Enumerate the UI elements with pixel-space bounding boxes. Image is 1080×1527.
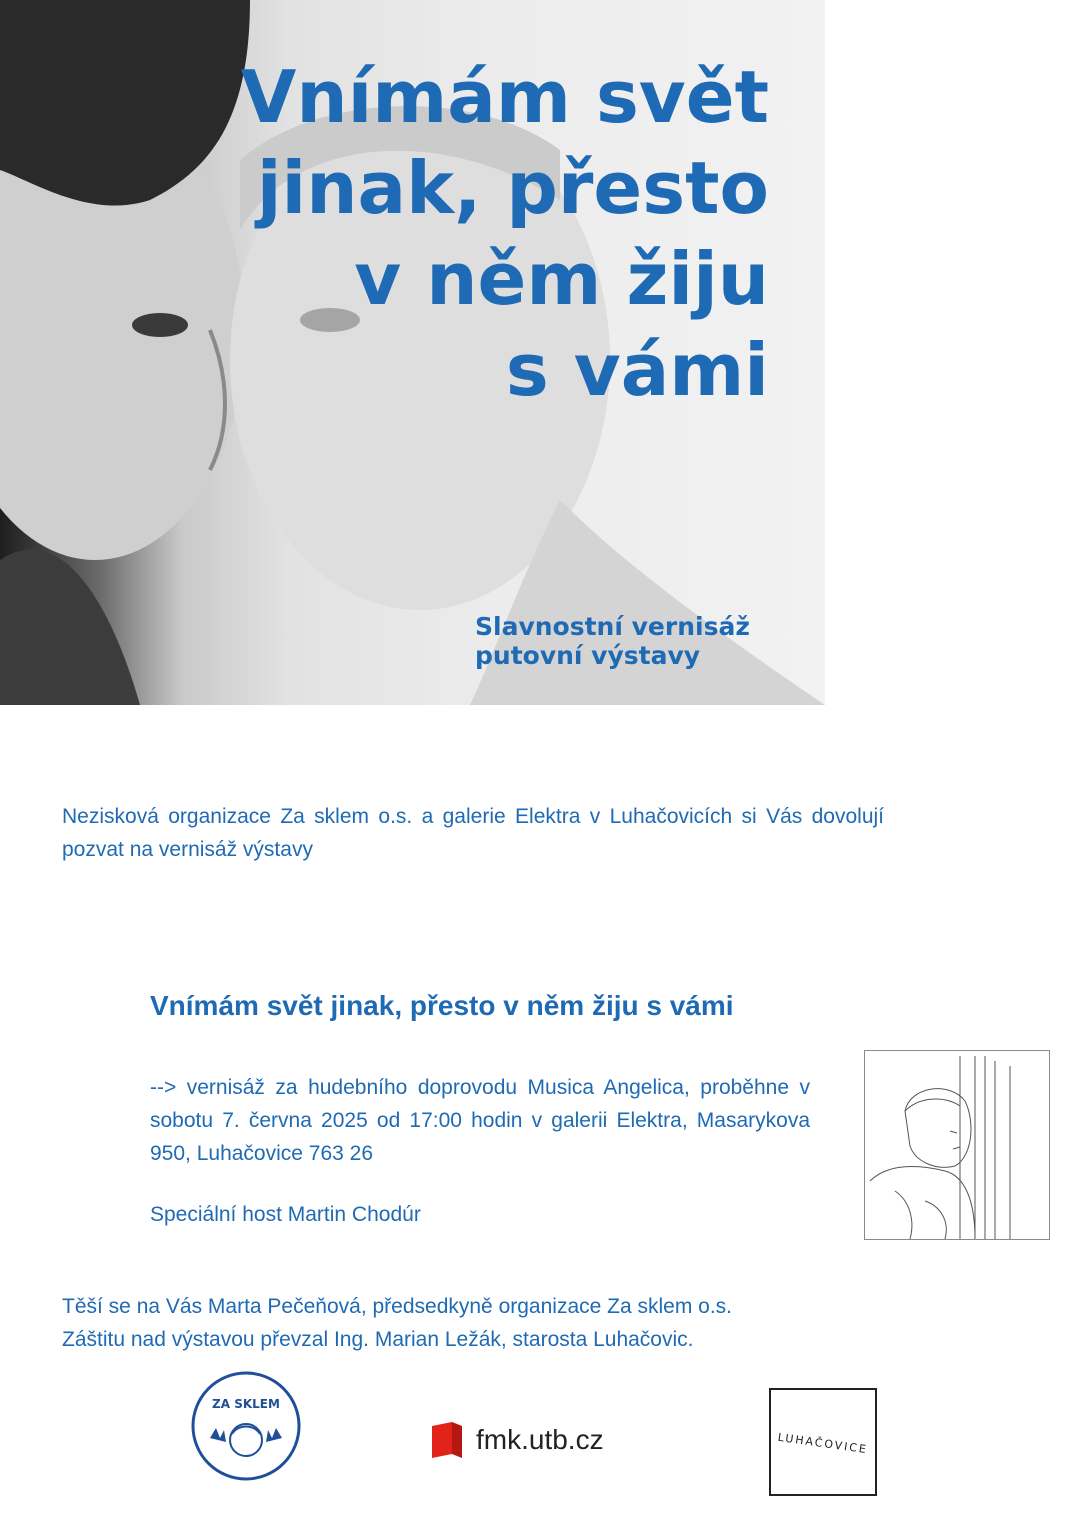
fmk-logo <box>430 1420 604 1460</box>
za-sklem-logo-text: ZA SKLEM <box>212 1397 280 1411</box>
hero-title <box>241 52 769 416</box>
child-sketch-drawing <box>865 1051 1049 1239</box>
intro-paragraph: Nezisková organizace Za sklem o.s. a galerie Elektra v Luhačovicích si Vás dovolují pozvat na vernisáž výstavy <box>62 805 884 861</box>
luhacovice-logo-text: LUHAČOVICE <box>776 1430 869 1457</box>
hero-title-line: jinak, přesto <box>256 146 769 230</box>
luhacovice-logo-graphic <box>768 1387 878 1497</box>
luhacovice-logo <box>768 1387 878 1497</box>
fmk-logo-text: fmk.utb.cz <box>476 1424 604 1455</box>
closing-text <box>62 1290 732 1356</box>
za-sklem-logo-graphic <box>190 1370 302 1482</box>
hero-subtitle: Slavnostní vernisáž putovní výstavy <box>475 612 750 670</box>
hero-title-line: v něm žiju <box>354 237 769 321</box>
hero-title-line: s vámi <box>505 328 769 412</box>
hero-title-line: Vnímám svět <box>240 55 769 139</box>
exhibition-title: Vnímám svět jinak, přesto v něm žiju s vámi <box>150 990 734 1021</box>
hero-photo <box>0 0 825 705</box>
za-sklem-logo <box>190 1370 302 1482</box>
closing-line-2: Záštitu nad výstavou převzal Ing. Marian Ležák, starosta Luhačovic. <box>62 1328 694 1351</box>
fmk-book-icon <box>430 1420 464 1460</box>
closing-line-1: Těší se na Vás Marta Pečeňová, předsedkyně organizace Za sklem o.s. <box>62 1295 733 1318</box>
exhibition-details: --> vernisáž za hudebního doprovodu Musica Angelica, proběhne v sobotu 7. června 2025 od 17:00 hodin v galerii Elektra, Masarykova 950, Luhačovice 763 26 <box>150 1076 810 1165</box>
special-guest: Speciální host Martin Chodúr <box>150 1203 421 1226</box>
child-sketch-image <box>864 1050 1050 1240</box>
